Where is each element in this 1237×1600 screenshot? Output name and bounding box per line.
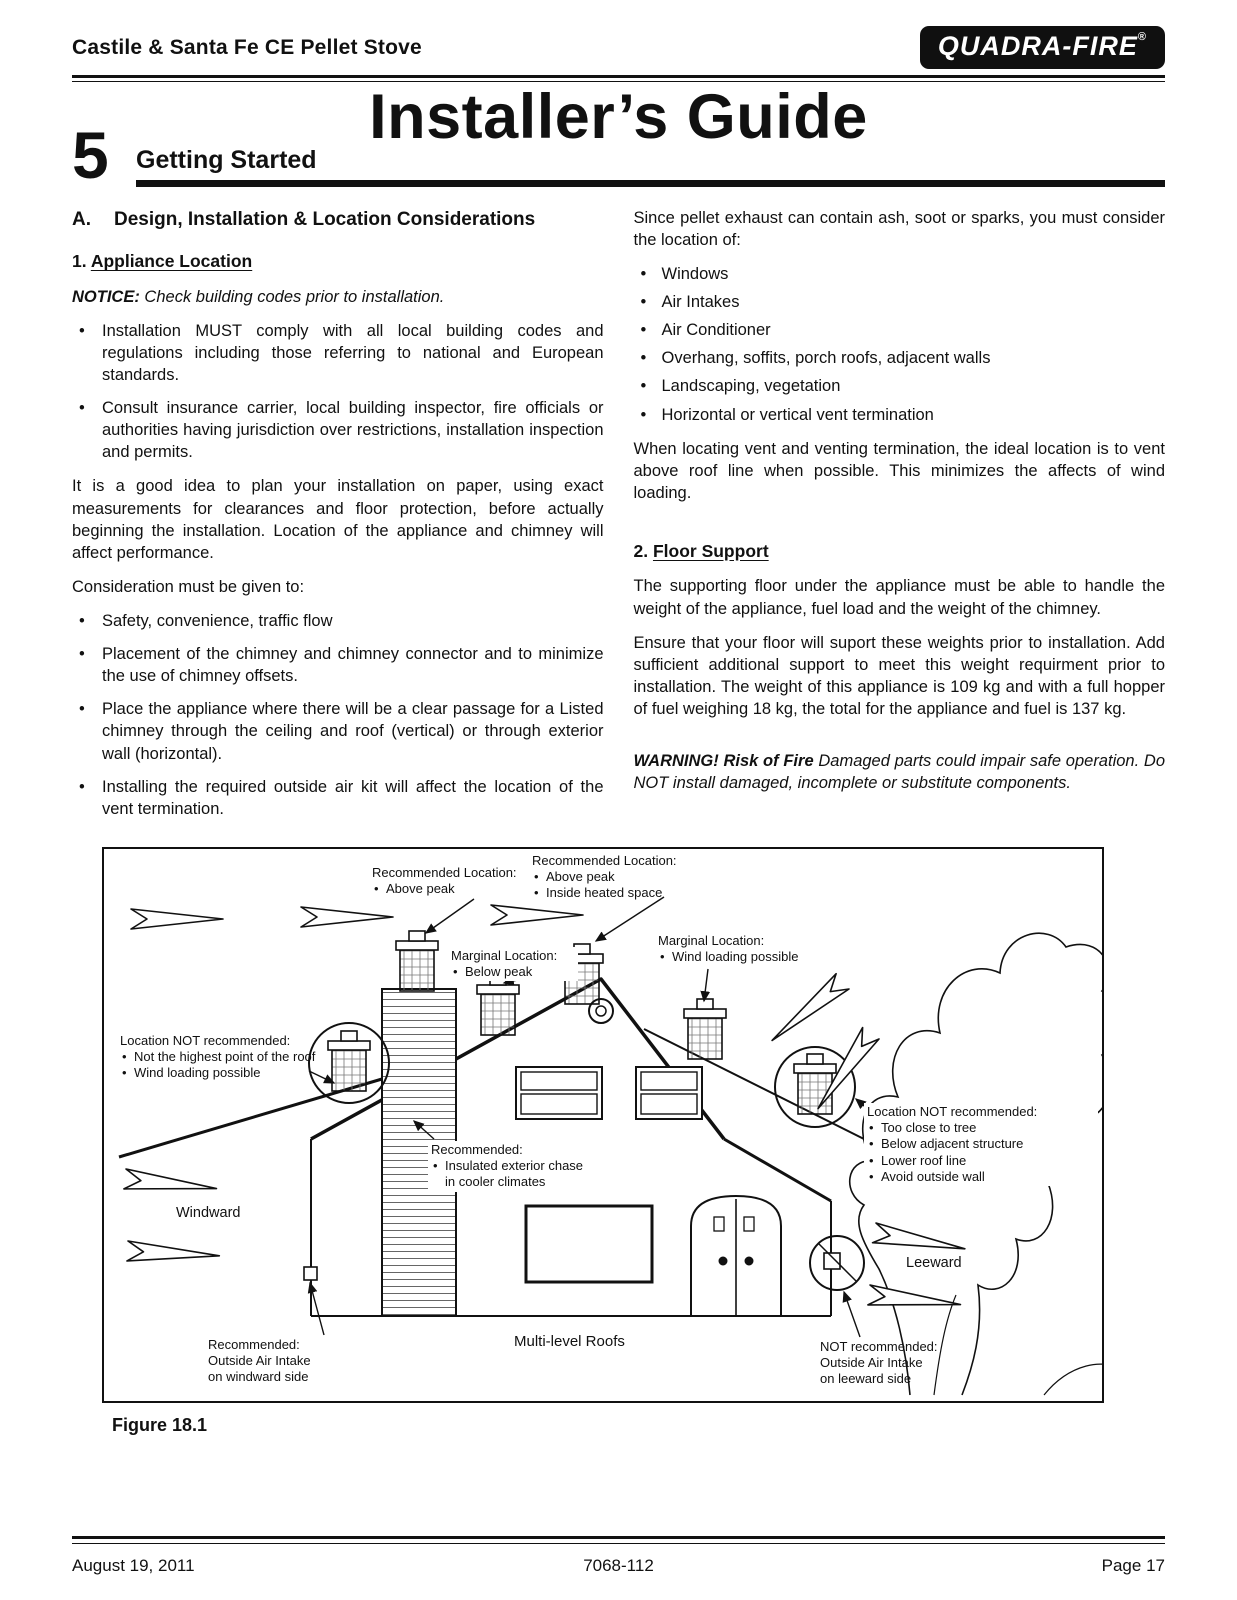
bullet-item: • Air Conditioner (634, 319, 1166, 341)
fig-label-title: Marginal Location: (658, 932, 765, 948)
fig-label-line: Recommended: (208, 1336, 300, 1352)
figure-wrap (102, 847, 1165, 1436)
fig-label-item: • Above peak (532, 869, 707, 885)
bullet-item: • Overhang, soffits, porch roofs, adjacent walls (634, 347, 1166, 369)
bullet-item: • Installing the required outside air kit will affect the location of the vent termination. (72, 776, 604, 820)
bullet-item: • Place the appliance where there will be a clear passage for a Listed chimney through the ceiling and roof (vertical) or through exterior wall (horizontal). (72, 698, 604, 764)
warning-text: Damaged parts could impair safe operation. Do NOT install damaged, incomplete or substitute components. (633, 752, 1165, 793)
exhaust-location-bullets (634, 263, 1166, 426)
section-body (136, 124, 1165, 187)
fig-label-item: • Not the highest point of the roof (120, 1049, 338, 1065)
brand-logo (920, 26, 1165, 69)
fig-label-line: on windward side (208, 1369, 309, 1385)
warning-paragraph (634, 750, 1166, 794)
fig-label-item: • Lower roof line (867, 1153, 1095, 1169)
masthead (72, 26, 1165, 69)
heading-text: Design, Installation & Location Considerations (114, 208, 536, 230)
heading-number: 1. (72, 251, 91, 272)
lower-window-icon (526, 1206, 652, 1282)
bullet-item: • Windows (634, 263, 1166, 285)
figure-18-1 (102, 847, 1104, 1403)
heading-floor-support (634, 540, 1166, 563)
fig-label-item: • Insulated exterior chase in cooler climates (431, 1158, 591, 1191)
paragraph-floor-weight: The supporting floor under the appliance must be able to handle the weight of the appliance, fuel load and the weight of the chimney. (633, 577, 1165, 618)
warning-label: WARNING! Risk of Fire (633, 752, 814, 771)
section-title: Getting Started (136, 145, 317, 174)
section-number: 5 (72, 118, 109, 193)
fig-label-line: Outside Air Intake (208, 1353, 311, 1369)
fig-label-title: Location NOT recommended: (120, 1032, 291, 1048)
bullet-item: • Air Intakes (634, 291, 1166, 313)
windward-label: Windward (176, 1204, 241, 1221)
paragraph-vent-location: When locating vent and venting termination, the ideal location is to vent above roof line when possible. This minimizes the affects of wind loading. (633, 439, 1165, 502)
multi-level-roofs-label: Multi-level Roofs (514, 1332, 625, 1350)
figure-caption: Figure 18.1 (112, 1414, 208, 1435)
door-icon (691, 1196, 781, 1316)
fig-label-recommended-chase (428, 1141, 594, 1192)
fig-label-item: • Above peak (372, 881, 524, 897)
brand-name: QUADRA-FIRE (937, 31, 1138, 61)
header-rule (72, 75, 1165, 82)
gable-vent-icon (589, 999, 613, 1023)
fig-label-item: • Wind loading possible (658, 949, 828, 965)
footer-date: August 19, 2011 (72, 1556, 195, 1575)
paragraph-exhaust: Since pellet exhaust can contain ash, soot or sparks, you must consider the location of: (633, 208, 1165, 249)
fig-label-recommended-heated (532, 853, 707, 902)
bullet-item: • Consult insurance carrier, local building inspector, fire officials or authorities having jurisdiction over restrictions, installation inspection and permits. (72, 397, 604, 463)
footer-page-number: Page 17 (1101, 1556, 1165, 1575)
fig-label-not-recommended-intake (820, 1339, 970, 1388)
bullet-item: • Landscaping, vegetation (634, 375, 1166, 397)
heading-number: 2. (633, 541, 653, 562)
consideration-bullets (72, 610, 604, 820)
footer-doc-number: 7068-112 (583, 1556, 654, 1575)
fig-label-line: on leeward side (820, 1371, 912, 1387)
fig-label-item: • Below peak (451, 964, 575, 980)
heading-appliance-location (72, 250, 604, 273)
bullet-item: • Horizontal or vertical vent termination (634, 404, 1166, 426)
paragraph-floor-support-detail: Ensure that your floor will suport these weights prior to installation. Add sufficient additional support to meet this weight requirment prior to installation. The weight of this appliance is 109 kg and with a full hopper of fuel weighing 18 kg, the total for the appliance and fuel is 137 kg. (633, 633, 1165, 719)
appliance-location-bullets (72, 320, 604, 464)
fig-label-not-recommended-tree (864, 1103, 1098, 1186)
registered-mark: ® (1137, 31, 1147, 43)
fig-label-item: • Avoid outside wall (867, 1169, 1095, 1185)
fig-label-line: Outside Air Intake (820, 1355, 923, 1371)
guide-title: Installer’s Guide (369, 82, 868, 152)
fig-label-title: Marginal Location: (451, 947, 558, 963)
fig-label-line: NOT recommended: (820, 1338, 938, 1354)
leeward-label: Leeward (906, 1254, 962, 1271)
page-footer (72, 1536, 1165, 1576)
fig-label-title: Location NOT recommended: (867, 1103, 1038, 1119)
notice-text: Check building codes prior to installation. (139, 287, 445, 306)
column-left (72, 205, 604, 831)
heading-design-considerations (72, 207, 604, 232)
fig-label-item: • Inside heated space (532, 885, 707, 901)
fig-label-marginal-wind (658, 933, 828, 966)
column-right (634, 205, 1166, 831)
fig-label-recommended-above-peak (372, 865, 524, 898)
paragraph-planning: It is a good idea to plan your installation on paper, using exact measurements for clearances and floor protection, before actually beginning the installation. Location of the appliance and chimney will affect performance. (72, 477, 604, 562)
notice-label: NOTICE: (72, 287, 140, 306)
fig-label-title: Recommended Location: (532, 852, 677, 868)
notice-paragraph (72, 286, 604, 308)
section-header (72, 118, 1165, 193)
fig-label-recommended-intake (208, 1337, 358, 1386)
fig-label-item: • Below adjacent structure (867, 1136, 1095, 1152)
bullet-item: • Safety, convenience, traffic flow (72, 610, 604, 632)
section-bar (136, 180, 1165, 187)
footer-row (72, 1556, 1165, 1576)
paragraph-consideration: Consideration must be given to: (72, 577, 305, 596)
fig-label-item: • Wind loading possible (120, 1065, 338, 1081)
fig-label-item: • Too close to tree (867, 1120, 1095, 1136)
heading-underlined-text: Appliance Location (90, 251, 253, 272)
document-title: Castile & Santa Fe CE Pellet Stove (72, 36, 422, 59)
bullet-item: • Installation MUST comply with all local building codes and regulations including those referring to national and European standards. (72, 320, 604, 386)
heading-underlined-text: Floor Support (652, 541, 769, 562)
fig-label-title: Recommended: (431, 1141, 523, 1157)
fig-label-not-recommended-roof (120, 1033, 338, 1082)
bullet-item: • Placement of the chimney and chimney connector and to minimize the use of chimney offsets. (72, 643, 604, 687)
heading-letter: A. (72, 208, 91, 230)
window-icons (516, 1067, 702, 1119)
fig-label-title: Recommended Location: (372, 864, 517, 880)
footer-rule (72, 1536, 1165, 1544)
fig-label-marginal-below-peak (448, 947, 578, 982)
two-column-body (72, 205, 1165, 831)
